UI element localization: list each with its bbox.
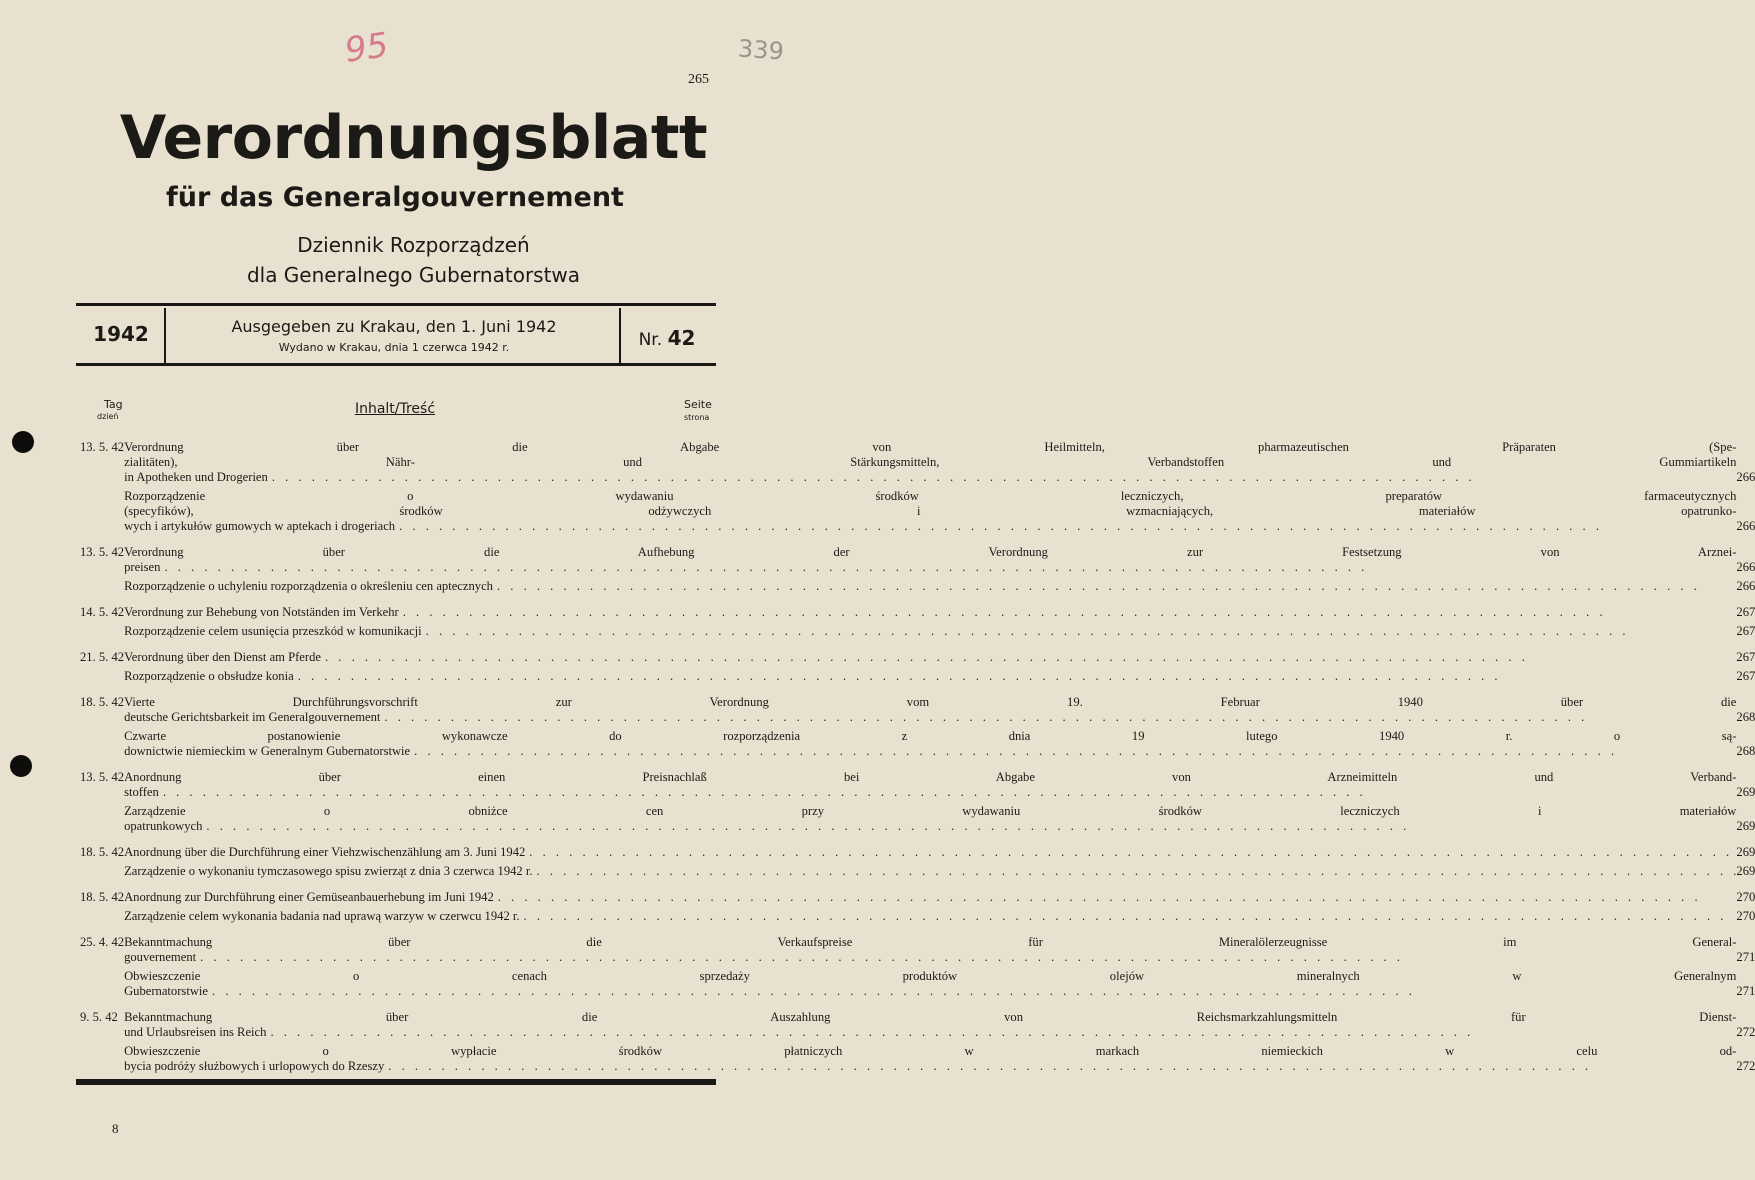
german-entry-page-number: 267	[1736, 605, 1755, 619]
polish-entry-title: Gubernatorstwie	[124, 984, 209, 998]
spacer-cell	[80, 999, 1755, 1010]
entry-date-cell	[80, 935, 124, 950]
polish-entry-text-cell	[124, 504, 1736, 519]
german-entry-page-cell	[1736, 695, 1755, 710]
polish-entry-text-cell	[124, 909, 1736, 924]
entry-date: 18. 5. 42	[80, 845, 125, 859]
german-entry-line	[80, 785, 1755, 800]
polish-entry-page-cell	[1736, 519, 1755, 534]
german-entry-text-line	[124, 710, 1736, 725]
entry-date-cell	[80, 669, 124, 684]
red-pencil-number: 95	[342, 25, 391, 71]
dot-leader	[272, 470, 1737, 485]
polish-entry-title: Rozporządzenie celem usunięcia przeszkód w komunikacji	[124, 624, 422, 638]
german-entry-title: gouvernement	[124, 950, 197, 964]
german-entry-text-cell	[124, 470, 1736, 485]
dot-leader	[498, 890, 1737, 905]
german-entry-line	[80, 650, 1755, 665]
entry-date-cell	[80, 1010, 124, 1025]
polish-entry-title: Obwieszczenie o wypłacie środków płatniczych w markach niemieckich w celu od-	[124, 1044, 1737, 1058]
dot-leader	[325, 650, 1736, 665]
german-entry-title: preisen	[124, 560, 161, 574]
german-entry-title: Verordnung über die Abgabe von Heilmitteln, pharmazeutischen Präparaten (Spe-	[124, 440, 1737, 454]
polish-entry-page-number: 269	[1736, 819, 1755, 833]
polish-entry-text-cell	[124, 489, 1736, 504]
polish-entry-text-line	[124, 519, 1736, 534]
entry-date-cell	[80, 819, 124, 834]
german-entry-text-line	[124, 845, 1736, 860]
polish-entry-text-cell	[124, 984, 1736, 999]
issue-number	[622, 326, 712, 350]
polish-entry-text-cell	[124, 1044, 1736, 1059]
german-entry-text-cell	[124, 605, 1736, 620]
entry-date-cell	[80, 710, 124, 725]
polish-entry-line	[80, 744, 1755, 759]
polish-entry-title: Czwarte postanowienie wykonawcze do rozporządzenia z dnia 19 lutego 1940 r. o są-	[124, 729, 1737, 743]
german-entry-text-cell	[124, 935, 1736, 950]
polish-entry-text-cell	[124, 669, 1736, 684]
german-entry-text-cell	[124, 770, 1736, 785]
polish-entry-text-cell	[124, 519, 1736, 534]
polish-entry-text-line	[124, 669, 1736, 684]
german-entry-title: Bekanntmachung über die Auszahlung von Reichsmarkzahlungsmitteln für Dienst-	[124, 1010, 1737, 1024]
german-entry-text-cell	[124, 785, 1736, 800]
polish-entry-page-number: 271	[1736, 984, 1755, 998]
german-entry-page-cell	[1736, 605, 1755, 620]
spacer-cell	[80, 924, 1755, 935]
german-entry-page-number: 270	[1736, 890, 1755, 904]
polish-entry-text-cell	[124, 624, 1736, 639]
german-entry-title: und Urlaubsreisen ins Reich	[124, 1025, 267, 1039]
entry-spacer	[80, 999, 1755, 1010]
polish-entry-line	[80, 969, 1755, 984]
entry-date-cell	[80, 440, 124, 455]
spacer-cell	[80, 834, 1755, 845]
polish-entry-page-cell	[1736, 984, 1755, 999]
german-entry-text-line	[124, 470, 1736, 485]
polish-entry-line	[80, 909, 1755, 924]
dot-leader	[426, 624, 1737, 639]
german-entry-page-cell	[1736, 560, 1755, 575]
polish-entry-line	[80, 804, 1755, 819]
issue-box-top-rule	[76, 303, 716, 306]
entry-date-cell	[80, 1044, 124, 1059]
polish-entry-text-cell	[124, 579, 1736, 594]
polish-entry-title: Rozporządzenie o uchyleniu rozporządzenia o określeniu cen aptecznych	[124, 579, 493, 593]
polish-entry-title: wych i artykułów gumowych w aptekach i drogeriach	[124, 519, 396, 533]
german-entry-page-cell	[1736, 1010, 1755, 1025]
polish-entry-title: downictwie niemieckim w Generalnym Gubernatorstwie	[124, 744, 411, 758]
polish-entry-page-cell	[1736, 489, 1755, 504]
polish-entry-text-cell	[124, 1059, 1736, 1074]
polish-entry-page-cell	[1736, 804, 1755, 819]
polish-entry-page-cell	[1736, 969, 1755, 984]
polish-entry-line	[80, 864, 1755, 879]
polish-entry-title: Obwieszczenie o cenach sprzedaży produktów olejów mineralnych w Generalnym	[124, 969, 1737, 983]
german-entry-title: zialitäten), Nähr- und Stärkungsmitteln, Verbandstoffen und Gummiartikeln	[124, 455, 1737, 469]
entry-spacer	[80, 924, 1755, 935]
german-entry-page-cell	[1736, 710, 1755, 725]
german-entry-page-cell	[1736, 545, 1755, 560]
german-entry-text-line	[124, 560, 1736, 575]
dot-leader	[529, 845, 1736, 860]
german-entry-page-number: 267	[1736, 650, 1755, 664]
entry-date-cell	[80, 504, 124, 519]
german-entry-page-cell	[1736, 770, 1755, 785]
entry-date-cell	[80, 729, 124, 744]
german-entry-text-line	[124, 890, 1736, 905]
polish-entry-line	[80, 729, 1755, 744]
polish-entry-page-cell	[1736, 504, 1755, 519]
polish-entry-page-number: 268	[1736, 744, 1755, 758]
entry-date: 25. 4. 42	[80, 935, 125, 949]
german-entry-text-cell	[124, 560, 1736, 575]
dot-leader	[524, 909, 1737, 924]
german-entry-text-cell	[124, 845, 1736, 860]
header-day-de: Tag	[104, 398, 123, 411]
dot-leader	[414, 744, 1736, 759]
dot-leader	[537, 864, 1737, 879]
polish-entry-title: (specyfików), środków odżywczych i wzmacniających, materiałów opatrunko-	[124, 504, 1737, 518]
polish-entry-title: bycia podróży służbowych i urlopowych do Rzeszy	[124, 1059, 385, 1073]
german-entry-line	[80, 470, 1755, 485]
german-entry-page-cell	[1736, 440, 1755, 455]
dot-leader	[403, 605, 1737, 620]
polish-entry-line	[80, 1044, 1755, 1059]
entry-date-cell	[80, 560, 124, 575]
dot-leader	[384, 710, 1736, 725]
masthead-polish-line1: Dziennik Rozporządzeń	[297, 233, 530, 257]
german-entry-text-cell	[124, 695, 1736, 710]
polish-entry-page-number: 267	[1736, 624, 1755, 638]
german-entry-page-cell	[1736, 1025, 1755, 1040]
german-entry-title: Anordnung über die Durchführung einer Viehzwischenzählung am 3. Juni 1942	[124, 845, 526, 859]
german-entry-text-cell	[124, 1025, 1736, 1040]
german-entry-page-number: 269	[1736, 845, 1755, 859]
german-entry-line	[80, 1025, 1755, 1040]
german-entry-title: Verordnung zur Behebung von Notständen im Verkehr	[124, 605, 399, 619]
polish-entry-line	[80, 504, 1755, 519]
entry-date: 18. 5. 42	[80, 695, 125, 709]
header-page-pl: strona	[684, 413, 710, 422]
polish-entry-text-cell	[124, 819, 1736, 834]
german-entry-line	[80, 770, 1755, 785]
german-entry-title: deutsche Gerichtsbarkeit im Generalgouvernement	[124, 710, 381, 724]
german-entry-title: stoffen	[124, 785, 159, 799]
archive-pencil-number: 339	[737, 34, 785, 66]
masthead-subtitle: für das Generalgouvernement	[166, 182, 624, 213]
polish-entry-page-number: 272	[1736, 1059, 1755, 1073]
german-entry-line	[80, 695, 1755, 710]
polish-entry-page-cell	[1736, 1044, 1755, 1059]
german-entry-page-cell	[1736, 845, 1755, 860]
dot-leader	[164, 560, 1736, 575]
german-entry-line	[80, 935, 1755, 950]
entry-spacer	[80, 684, 1755, 695]
german-entry-text-line	[124, 785, 1736, 800]
german-entry-line	[80, 1010, 1755, 1025]
german-entry-page-number: 268	[1736, 710, 1755, 724]
german-entry-page-cell	[1736, 935, 1755, 950]
german-entry-line	[80, 560, 1755, 575]
dot-leader	[270, 1025, 1736, 1040]
german-entry-text-cell	[124, 1010, 1736, 1025]
spacer-cell	[80, 879, 1755, 890]
entry-date: 21. 5. 42	[80, 650, 125, 664]
entry-date-cell	[80, 624, 124, 639]
polish-entry-text-line	[124, 1059, 1736, 1074]
german-entry-line	[80, 545, 1755, 560]
entry-spacer	[80, 534, 1755, 545]
polish-entry-text-cell	[124, 804, 1736, 819]
german-entry-text-line	[124, 950, 1736, 965]
entry-date: 13. 5. 42	[80, 440, 125, 454]
entry-spacer	[80, 879, 1755, 890]
entry-date-cell	[80, 950, 124, 965]
german-entry-page-cell	[1736, 650, 1755, 665]
entry-date-cell	[80, 650, 124, 665]
footer-number: 8	[112, 1121, 119, 1136]
entry-date-cell	[80, 545, 124, 560]
polish-entry-line	[80, 579, 1755, 594]
german-entry-text-cell	[124, 950, 1736, 965]
header-day-pl: dzień	[97, 412, 119, 421]
issued-german: Ausgegeben zu Krakau, den 1. Juni 1942	[231, 317, 557, 336]
german-entry-title: Anordnung zur Durchführung einer Gemüseanbauerhebung im Juni 1942	[124, 890, 494, 904]
dot-leader	[200, 950, 1736, 965]
german-entry-title: Verordnung über den Dienst am Pferde	[124, 650, 321, 664]
german-entry-line	[80, 455, 1755, 470]
polish-entry-line	[80, 984, 1755, 999]
spacer-cell	[80, 639, 1755, 650]
polish-entry-page-number: 266	[1736, 519, 1755, 533]
german-entry-page-number: 269	[1736, 785, 1755, 799]
dot-leader	[298, 669, 1737, 684]
bottom-rule	[76, 1079, 716, 1085]
entry-date-cell	[80, 744, 124, 759]
polish-entry-title: Rozporządzenie o wydawaniu środków leczniczych, preparatów farmaceutycznych	[124, 489, 1737, 503]
polish-entry-text-line	[124, 864, 1736, 879]
polish-entry-line	[80, 489, 1755, 504]
entry-spacer	[80, 594, 1755, 605]
entry-spacer	[80, 759, 1755, 770]
german-entry-title: Vierte Durchführungsvorschrift zur Verordnung vom 19. Februar 1940 über die	[124, 695, 1737, 709]
entry-date-cell	[80, 1059, 124, 1074]
german-entry-title: Anordnung über einen Preisnachlaß bei Abgabe von Arzneimitteln und Verband-	[124, 770, 1737, 784]
german-entry-title: Bekanntmachung über die Verkaufspreise für Mineralölerzeugnisse im General-	[124, 935, 1737, 949]
entry-date-cell	[80, 785, 124, 800]
polish-entry-text-cell	[124, 864, 1736, 879]
german-entry-text-line	[124, 1025, 1736, 1040]
polish-entry-text-cell	[124, 744, 1736, 759]
header-page-de: Seite	[684, 398, 712, 411]
entry-date-cell	[80, 605, 124, 620]
header-contents: Inhalt/Treść	[354, 401, 436, 417]
polish-entry-line	[80, 624, 1755, 639]
polish-entry-text-cell	[124, 969, 1736, 984]
german-entry-line	[80, 440, 1755, 455]
polish-entry-title: opatrunkowych	[124, 819, 203, 833]
entry-date-cell	[80, 770, 124, 785]
dot-leader	[399, 519, 1736, 534]
page-number-top: 265	[688, 72, 709, 87]
polish-entry-page-cell	[1736, 729, 1755, 744]
spacer-cell	[80, 534, 1755, 545]
polish-entry-page-cell	[1736, 819, 1755, 834]
entry-date-cell	[80, 984, 124, 999]
german-entry-text-line	[124, 605, 1736, 620]
polish-entry-page-number: 270	[1736, 909, 1755, 923]
spacer-cell	[80, 759, 1755, 770]
entry-date: 13. 5. 42	[80, 545, 125, 559]
polish-entry-text-line	[124, 984, 1736, 999]
polish-entry-text-line	[124, 624, 1736, 639]
polish-entry-text-cell	[124, 729, 1736, 744]
german-entry-text-cell	[124, 545, 1736, 560]
dot-leader	[388, 1059, 1736, 1074]
german-entry-text-cell	[124, 455, 1736, 470]
polish-entry-page-cell	[1736, 624, 1755, 639]
polish-entry-page-cell	[1736, 669, 1755, 684]
german-entry-page-cell	[1736, 785, 1755, 800]
entry-spacer	[80, 834, 1755, 845]
entry-date-cell	[80, 864, 124, 879]
polish-entry-page-cell	[1736, 1059, 1755, 1074]
polish-entry-page-cell	[1736, 909, 1755, 924]
spacer-cell	[80, 684, 1755, 695]
entry-date-cell	[80, 1025, 124, 1040]
masthead-title: Verordnungsblatt	[119, 103, 708, 173]
spacer-cell	[80, 594, 1755, 605]
entry-date-cell	[80, 969, 124, 984]
entry-date-cell	[80, 455, 124, 470]
issue-number-label: Nr.	[638, 330, 663, 350]
polish-entry-page-number: 266	[1736, 579, 1755, 593]
german-entry-line	[80, 845, 1755, 860]
polish-entry-title: Rozporządzenie o obsłudze konia	[124, 669, 294, 683]
dot-leader	[212, 984, 1736, 999]
contents-table	[80, 440, 1755, 1074]
entry-date-cell	[80, 519, 124, 534]
issue-box-divider-left	[164, 308, 166, 364]
german-entry-line	[80, 890, 1755, 905]
polish-entry-title: Zarządzenie o wykonaniu tymczasowego spisu zwierząt z dnia 3 czerwca 1942 r.	[124, 864, 533, 878]
entry-date-cell	[80, 695, 124, 710]
issue-number-value: 42	[667, 326, 696, 350]
entry-date-cell	[80, 890, 124, 905]
entry-date: 18. 5. 42	[80, 890, 125, 904]
polish-entry-text-line	[124, 819, 1736, 834]
german-entry-text-cell	[124, 440, 1736, 455]
entry-date-cell	[80, 470, 124, 485]
german-entry-text-line	[124, 650, 1736, 665]
dot-leader	[206, 819, 1736, 834]
polish-entry-line	[80, 1059, 1755, 1074]
german-entry-title: in Apotheken und Drogerien	[124, 470, 268, 484]
german-entry-page-cell	[1736, 890, 1755, 905]
german-entry-page-number: 272	[1736, 1025, 1755, 1039]
polish-entry-text-line	[124, 909, 1736, 924]
dot-leader	[497, 579, 1736, 594]
german-entry-page-number: 266	[1736, 470, 1755, 484]
german-entry-text-cell	[124, 710, 1736, 725]
german-entry-page-cell	[1736, 470, 1755, 485]
polish-entry-title: Zarządzenie celem wykonania badania nad uprawą warzyw w czerwcu 1942 r.	[124, 909, 520, 923]
polish-entry-line	[80, 669, 1755, 684]
entry-date-cell	[80, 579, 124, 594]
german-entry-page-number: 271	[1736, 950, 1755, 964]
polish-entry-line	[80, 519, 1755, 534]
german-entry-page-number: 266	[1736, 560, 1755, 574]
german-entry-page-cell	[1736, 455, 1755, 470]
german-entry-text-cell	[124, 650, 1736, 665]
german-entry-page-cell	[1736, 950, 1755, 965]
polish-entry-page-number: 269	[1736, 864, 1755, 878]
polish-entry-line	[80, 819, 1755, 834]
punch-hole-bottom	[10, 755, 32, 777]
entry-date-cell	[80, 845, 124, 860]
polish-entry-page-cell	[1736, 744, 1755, 759]
dot-leader	[163, 785, 1737, 800]
entry-date: 9. 5. 42	[80, 1010, 118, 1024]
entry-date: 14. 5. 42	[80, 605, 125, 619]
entry-date-cell	[80, 804, 124, 819]
german-entry-line	[80, 710, 1755, 725]
punch-hole-top	[12, 431, 34, 453]
entry-date: 13. 5. 42	[80, 770, 125, 784]
german-entry-line	[80, 950, 1755, 965]
german-entry-text-cell	[124, 890, 1736, 905]
german-entry-title: Verordnung über die Aufhebung der Verordnung zur Festsetzung von Arznei-	[124, 545, 1737, 559]
entry-date-cell	[80, 909, 124, 924]
german-entry-line	[80, 605, 1755, 620]
polish-entry-text-line	[124, 744, 1736, 759]
polish-entry-title: Zarządzenie o obniżce cen przy wydawaniu środków leczniczych i materiałów	[124, 804, 1737, 818]
polish-entry-page-cell	[1736, 864, 1755, 879]
issued-polish: Wydano w Krakau, dnia 1 czerwca 1942 r.	[278, 341, 510, 354]
polish-entry-text-line	[124, 579, 1736, 594]
masthead-polish-line2: dla Generalnego Gubernatorstwa	[246, 263, 581, 287]
polish-entry-page-cell	[1736, 579, 1755, 594]
entry-spacer	[80, 639, 1755, 650]
polish-entry-page-number: 267	[1736, 669, 1755, 683]
entry-date-cell	[80, 489, 124, 504]
issue-year: 1942	[93, 322, 149, 346]
